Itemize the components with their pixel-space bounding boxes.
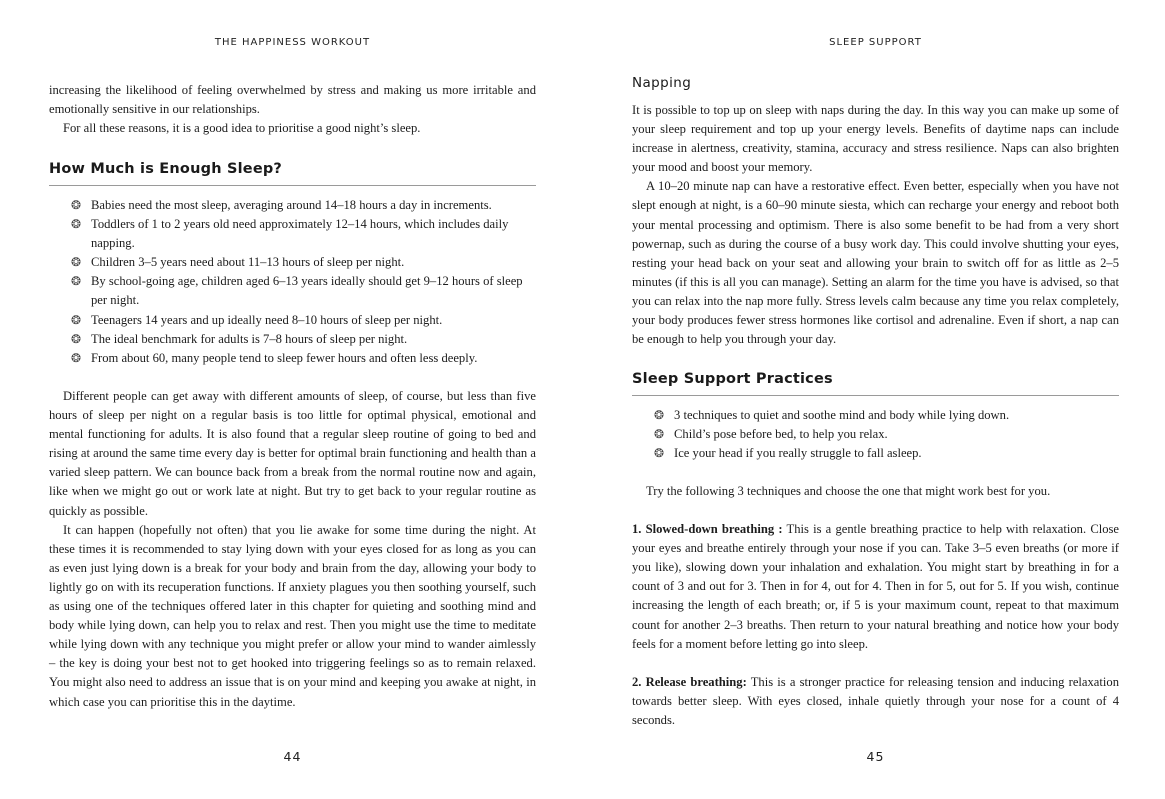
list-item: ❂ 3 techniques to quiet and soothe mind and body while lying down.: [654, 406, 1119, 425]
technique-2-text: This is a stronger practice for releasing tension and inducing relaxation towards better sleep. With eyes closed, inhale quietly through your nose for a count of 4 seconds.: [632, 674, 1119, 727]
running-head-left: THE HAPPINESS WORKOUT: [214, 37, 371, 48]
practices-list: [632, 406, 1119, 463]
intro-paragraph-2: For all these reasons, it is a good idea to prioritise a good night’s sleep.: [63, 121, 421, 136]
napping-section: [632, 101, 1119, 349]
right-page: [632, 0, 1119, 799]
sleep-amount-list-block: [49, 196, 536, 368]
flower-bullet-icon: ❂: [71, 274, 82, 289]
flower-bullet-icon: ❂: [71, 255, 82, 270]
list-item: ❂ Babies need the most sleep, averaging around 14–18 hours a day in increments.: [71, 196, 536, 215]
flower-bullet-icon: ❂: [71, 350, 82, 365]
technique-2-label: 2. Release breathing:: [632, 674, 747, 689]
sleep-amount-list: [49, 196, 536, 368]
section-heading-enough-sleep: How Much is Enough Sleep?: [49, 160, 536, 186]
practices-section: [632, 370, 1119, 396]
page-number-right: 45: [866, 749, 885, 764]
left-body: [49, 387, 536, 712]
list-item: ❂ Ice your head if you really struggle to fall asleep.: [654, 444, 1119, 463]
flower-bullet-icon: ❂: [654, 408, 665, 422]
list-item: ❂ Children 3–5 years need about 11–13 hours of sleep per night.: [71, 253, 536, 272]
page-number-left: 44: [283, 749, 302, 764]
flower-bullet-icon: ❂: [71, 217, 82, 232]
list-item: ❂ The ideal benchmark for adults is 7–8 hours of sleep per night.: [71, 330, 536, 349]
running-head-right: SLEEP SUPPORT: [829, 37, 922, 48]
try-line: Try the following 3 techniques and choose the one that might work best for you.: [646, 484, 1051, 498]
body-paragraph: A 10–20 minute nap can have a restorative effect. Even better, especially when you have not slept enough at night, is a 60–90 minute siesta, which can recharge your energy and reboot both your mental processing and optimism. There is also some benefit to be had from a very short powernap, such as during the course of a busy work day. This could involve shutting your eyes, resting your head back on your seat and allowing your brain to switch off for as little as 2–5 minutes (if this is all you can manage). Setting an alarm for the time you have is advised, so that you can relax into the nap more fully. Stress levels calm because any time you relax completely, your body produces fewer stress hormones like cortisol and adrenaline. Even if short, a nap can be enough to help you through your day.: [632, 179, 1119, 347]
flower-bullet-icon: ❂: [71, 198, 82, 212]
flower-bullet-icon: ❂: [71, 312, 82, 327]
technique-1-label: 1. Slowed-down breathing :: [632, 522, 783, 537]
list-item: ❂ Child’s pose before bed, to help you relax.: [654, 425, 1119, 444]
left-page: [49, 0, 536, 799]
sleep-amount-section: [49, 160, 536, 186]
flower-bullet-icon: ❂: [654, 427, 665, 442]
flower-bullet-icon: ❂: [71, 331, 82, 346]
body-paragraph: Different people can get away with different amounts of sleep, of course, but less than five hours of sleep per night on a regular basis is too little for optimal physical, emotional and mental functioning for adults. It is also found that a regular sleep routine of going to bed and rising at around the same time every day is better for optimal brain functioning and health than a varied sleep pattern. We can bounce back from a break from the normal routine now and again, like when we might go out or work late at night. But try to get back to your regular routine as quickly as possible.: [49, 389, 536, 518]
section-heading-sleep-support: Sleep Support Practices: [632, 370, 1119, 396]
napping-subheading-block: [632, 74, 1119, 93]
list-item: ❂ Toddlers of 1 to 2 years old need approximately 12–14 hours, which includes daily napping.: [71, 217, 509, 251]
flower-bullet-icon: ❂: [654, 446, 665, 461]
list-item: ❂ From about 60, many people tend to sleep fewer hours and often less deeply.: [71, 349, 536, 368]
intro-paragraph: increasing the likelihood of feeling overwhelmed by stress and making us more irritable and emotionally sensitive in our relationships.: [49, 83, 536, 117]
subheading-napping: Napping: [632, 75, 692, 91]
left-intro: [49, 81, 536, 138]
technique-1: [632, 520, 1119, 654]
technique-2: [632, 673, 1119, 730]
body-paragraph: It can happen (hopefully not often) that you lie awake for some time during the night. At these times it is recommended to stay lying down with your eyes closed for as long as you can as even just lying down is a break for your body and brain from the day, allowing your body to lightly go on with its recuperation functions. If anxiety plagues you then soothing yourself, such as using one of the techniques offered later in this chapter for quieting and soothing mind and body while lying down, can help you to relax and rest. Then you might use the time to meditate while lying down with any technique you might prefer or allow your mind to wander aimlessly – the key is doing your best not to get hooked into triggering feelings so as to remain relaxed. You might also need to address an issue that is on your mind and keeping you awake at night, in which case you can prioritise this in the daytime.: [49, 522, 536, 709]
techniques: [632, 482, 1119, 730]
body-paragraph: It is possible to top up on sleep with naps during the day. In this way you can make up some of your sleep requirement and top up your energy levels. Benefits of daytime naps can include increase in alertness, creativity, stamina, accuracy and stress resilience. Naps can also brighten your mood and boost your memory.: [632, 103, 1119, 175]
technique-1-text: This is a gentle breathing practice to help with relaxation. Close your eyes and breathe entirely through your nose if you can. Take 3–5 even breaths (or more if you like), slowing down your inhalation and exhalation. You might start by breathing in for a count of 3 and out for 3. Then in for 4, out for 4. Then in for 5, out for 5. If you wish, continue increasing the length of each breath; or, if 5 is your maximum count, repeat to that maximum count for another 2–3 breaths. Then return to your natural breathing and notice how your body feels for a moment before letting go into sleep.: [632, 522, 1120, 651]
list-item: ❂ Teenagers 14 years and up ideally need 8–10 hours of sleep per night.: [71, 311, 536, 330]
practices-list-block: [632, 406, 1119, 463]
list-item: ❂ By school-going age, children aged 6–13 years ideally should get 9–12 hours of sleep per night.: [71, 274, 523, 308]
